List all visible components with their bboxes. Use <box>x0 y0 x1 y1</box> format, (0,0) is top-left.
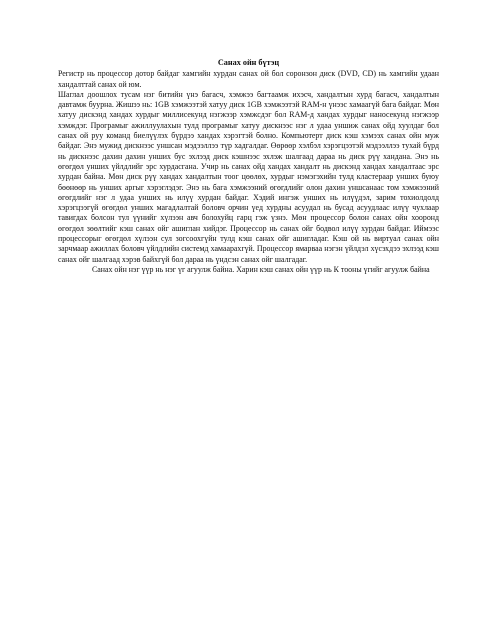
paragraph-closing: Санах ойн нэг үүр нь нэг үг агуулж байна. Харин кэш санах ойн үүр нь К тооны үгийг агуулж байна <box>92 264 430 274</box>
paragraph-intro: Регистр нь процессор дотор байдаг хамгийн хурдан санах ой бол соронзон диск (DVD, CD) нь хамгийн удаан хандалттай санах ой юм. <box>58 69 439 89</box>
document-body <box>58 58 439 275</box>
document-title: Санах ойн бүтэц <box>217 58 280 67</box>
paragraph-main: Шаглал доошлох тусам нэг битийн үнэ багасч, хэмжээ багтаамж ихэсч, хандалтын хурд багасч, хандалтын давтамж буурна. Жишээ нь: 1GB хэмжээтэй хатуу диск 1GB хэмжээтэй RAM-н үнээс хамаагүй бага байдаг. Мөн хатуу дискэнд хандах хурдыг миллисекунд нэгжээр хэмжсдэг бол RAM-д хандах хурдыг наносекунд нэгжээр хэмждэг. Програмыг ажиллуулахын тулд програмыг хатуу дискнээс нэг л удаа уншиж санах ойд хуулдаг бол санах ой руу команд биелүүлэх бүрдээ хандах хэрэгтэй болно. Компьютерт диск кэш хэмээх санах ойн муж байдаг. Энэ мужид дискнээс уншсан мэдээллээ түр хадгалдаг. Өөрөөр хэлбэл хэрэгцээтэй мэдээллээ тухай бүрд нь дискнээс дахин дахин унших бус эхлээд диск кэшнээс эхлэж шалгаад дараа нь диск рүү хандана. Энэ нь өгөгдөл унших үйлдлийг эрс хурдасгана. Учир нь санах ойд хандах хандалт нь дискэнд хандах хандалтаас эрс хурдан байна. Мөн диск рүү хандах хандалтын тоог цөөлөх, хурдыг нэмэгэхийн тулд кластераар унших буюу бөөнөөр нь унших аргыг хэрэглэдэг. Энэ нь бага хэмжээний өгөгдлийг олон дахин уншсанаас том хэмжээний өгөгдлийг нэг л удаа унших нь илүү хурдан байдаг. Хэдий ингэж унших нь илүүдэл, зарим тохиолдолд хэрэгцээгүй өгөгдөл унших магадлалтай боловч орчин үед хурдны асуудал нь бусад асуудлаас илүү чухлаар тавигдах болсон тул үүнийг хүлээн авч болохуйц гарц гэж үзнэ. Мөн процессор болон санах ойн хооронд өгөгдөл зөөлтийг кэш санах ойг ашиглан хийдэг. Процессор нь санах ойг бодвол илүү хурдан байдаг. Иймээс процессорыг өгөгдөл хүлээн сул зогсоохгүйн тулд кэш санах ойг ашигладаг. Кэш ой нь виртуал санах ойн зарчмаар ажиллах боловч үйлдлийн системд хамаарахгүй. Процессор ямарваа нэгэн үйлдэл хүсэхдээ эхлээд кэш санах ойг шалгаад хэрэв байхгүй бол дараа нь үндсэн санах ойг шалгадаг. <box>58 89 439 264</box>
